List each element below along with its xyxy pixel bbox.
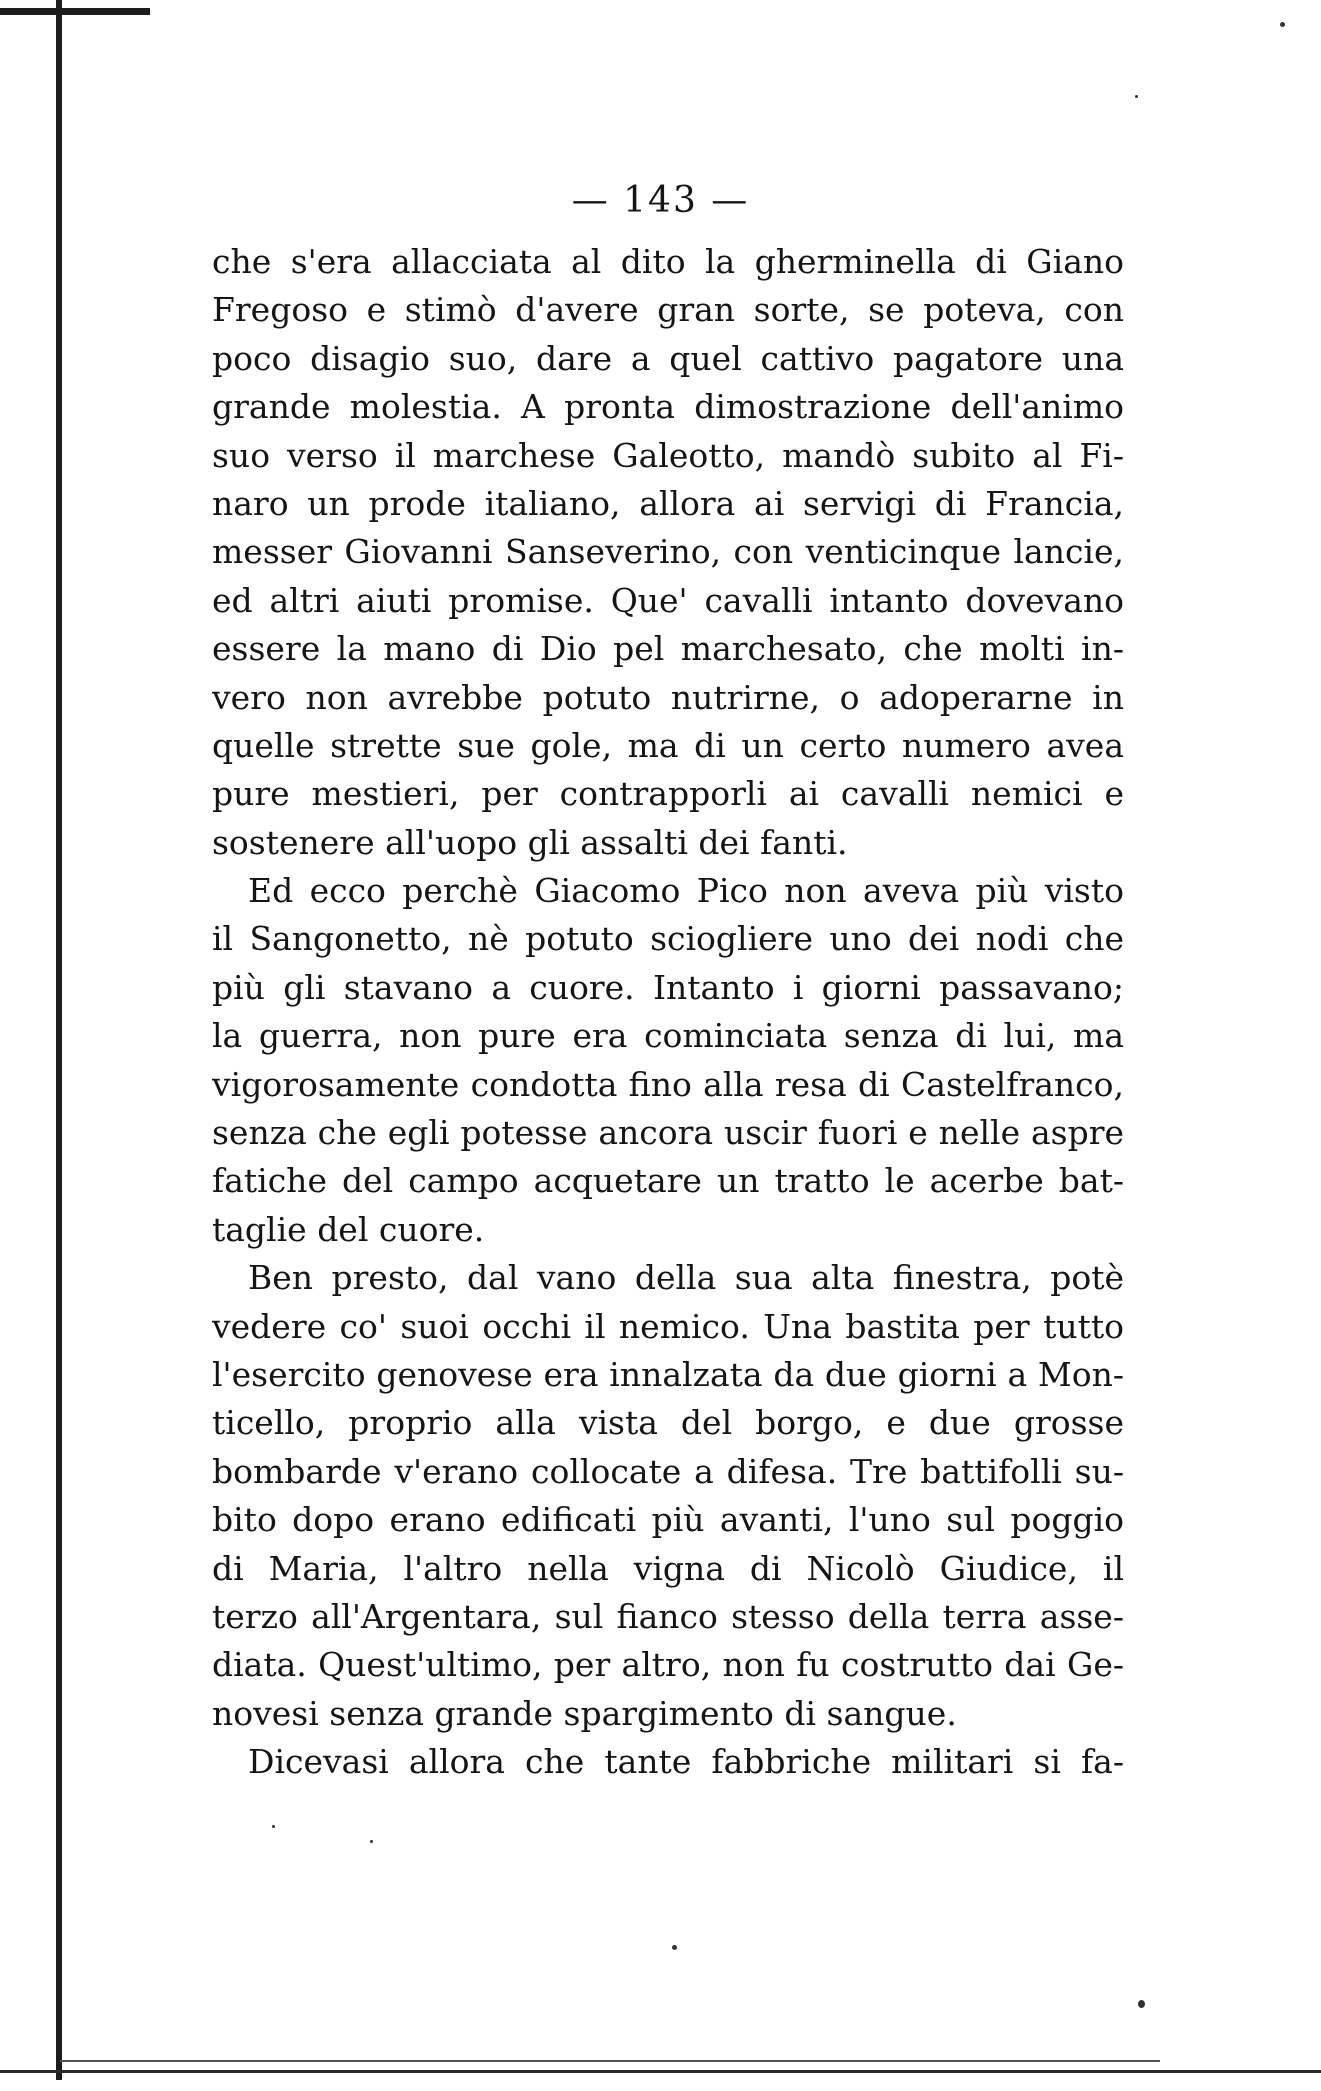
text-line: sostenere all'uopo gli assalti dei fanti. (212, 822, 848, 862)
page-number: — 143 — (571, 180, 750, 221)
text-line: fatiche del campo acquetare un tratto le acerbe bat- (212, 1161, 1124, 1201)
bottom-scan-rule-inner (60, 2060, 1160, 2062)
text-line: naro un prode italiano, allora ai servigi di Francia, (212, 483, 1124, 523)
text-line: terzo all'Argentara, sul fianco stesso della terra asse- (212, 1596, 1124, 1636)
text-line: suo verso il marchese Galeotto, mandò subito al Fi- (212, 435, 1124, 475)
text-line: messer Giovanni Sanseverino, con venticinque lancie, (212, 532, 1124, 572)
text-line: Dicevasi allora che tante fabbriche militari si fa- (248, 1742, 1124, 1782)
text-line: di Maria, l'altro nella vigna di Nicolò Giudice, il (212, 1548, 1124, 1588)
scan-speck (672, 1945, 677, 1950)
scan-speck (1138, 2000, 1145, 2008)
text-line: grande molestia. A pronta dimostrazione dell'animo (212, 387, 1124, 427)
text-line: Fregoso e stimò d'avere gran sorte, se poteva, con (212, 290, 1124, 330)
body-text (212, 238, 1124, 1787)
text-line: il Sangonetto, nè potuto sciogliere uno dei nodi che (212, 919, 1124, 959)
text-line: la guerra, non pure era cominciata senza di lui, ma (212, 1016, 1124, 1056)
text-line: bito dopo erano edificati più avanti, l'uno sul poggio (212, 1500, 1124, 1540)
text-line: vigorosamente condotta fino alla resa di Castelfranco, (212, 1064, 1124, 1104)
text-line: vero non avrebbe potuto nutrirne, o adoperarne in (212, 677, 1124, 717)
text-line: l'esercito genovese era innalzata da due giorni a Mon- (212, 1354, 1124, 1394)
top-corner-rule (0, 8, 150, 15)
text-line: vedere co' suoi occhi il nemico. Una bastita per tutto (212, 1306, 1124, 1346)
text-line: pure mestieri, per contrapporli ai cavalli nemici e (212, 774, 1124, 814)
text-line: Ed ecco perchè Giacomo Pico non aveva più visto (248, 871, 1124, 911)
text-line: poco disagio suo, dare a quel cattivo pagatore una (212, 338, 1124, 378)
text-line: diata. Quest'ultimo, per altro, non fu costrutto dai Ge- (212, 1645, 1124, 1685)
text-line: novesi senza grande spargimento di sangue. (212, 1693, 957, 1733)
text-line: più gli stavano a cuore. Intanto i giorni passavano; (212, 967, 1124, 1007)
text-line: Ben presto, dal vano della sua alta finestra, potè (248, 1258, 1124, 1298)
scan-speck (1135, 95, 1138, 98)
text-line: che s'era allacciata al dito la gherminella di Giano (212, 242, 1124, 281)
text-line: bombarde v'erano collocate a difesa. Tre battifolli su- (212, 1451, 1124, 1491)
text-line: quelle strette sue gole, ma di un certo numero avea (212, 725, 1124, 765)
text-line: essere la mano di Dio pel marchesato, che molti in- (212, 629, 1124, 669)
binding-edge-line (56, 0, 62, 2080)
text-line: ed altri aiuti promise. Que' cavalli intanto dovevano (212, 580, 1124, 620)
bottom-scan-rule (0, 2070, 1321, 2073)
text-line: ticello, proprio alla vista del borgo, e due grosse (212, 1403, 1124, 1443)
text-line: senza che egli potesse ancora uscir fuori e nelle aspre (212, 1113, 1124, 1153)
scan-speck (370, 1840, 373, 1843)
scan-speck (272, 1825, 275, 1828)
scan-speck (1280, 22, 1285, 27)
text-line: taglie del cuore. (212, 1209, 485, 1249)
